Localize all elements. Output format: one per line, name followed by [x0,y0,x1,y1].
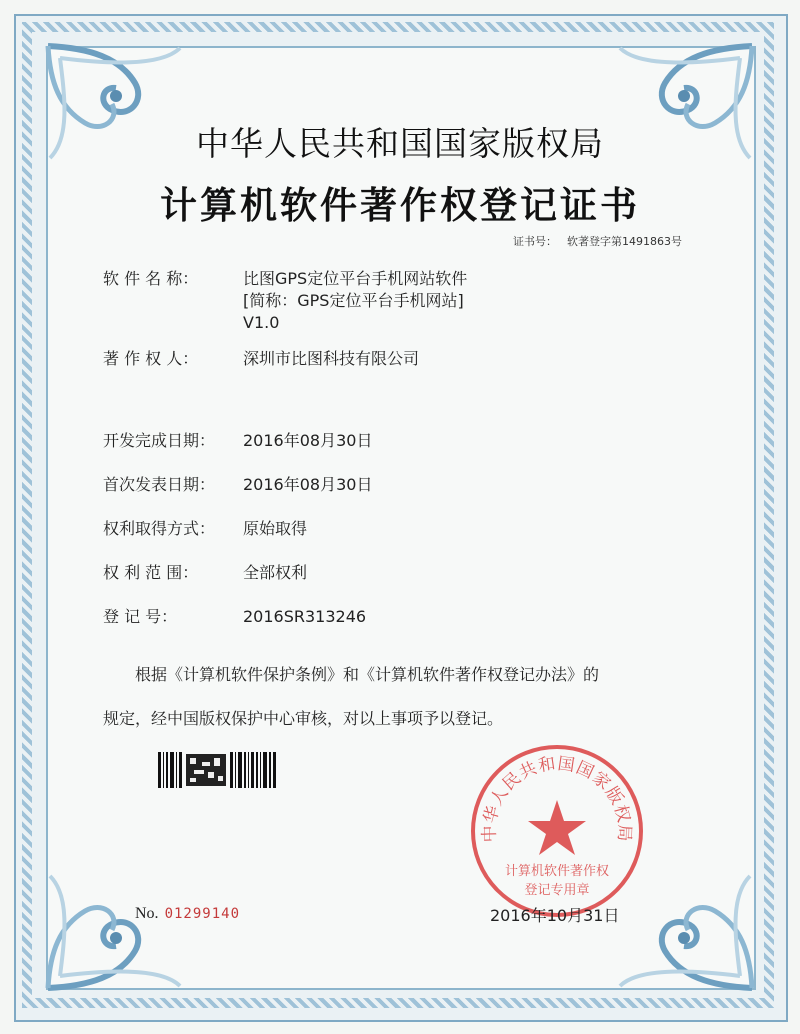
serial-number-value: 01299140 [164,906,240,922]
dev-date-field [103,430,372,452]
owner-value: 深圳市比图科技有限公司 [243,349,420,368]
software-name-label: 软 件 名 称： [103,269,199,288]
pub-date-value: 2016年08月30日 [243,475,373,494]
registration-label: 登 记 号： [103,607,178,626]
pub-date-field [103,474,372,496]
software-name-field [103,268,467,334]
software-short-name: [简称：GPS定位平台手机网站] [243,291,464,310]
seal-line-1: 计算机软件著作权 [504,864,610,879]
dev-date-value: 2016年08月30日 [243,431,373,450]
seal-line-2: 登记专用章 [524,883,590,898]
barcode-icon [158,752,276,788]
body-line-1: 根据《计算机软件保护条例》和《计算机软件著作权登记办法》的 [135,665,600,684]
scope-value: 全部权利 [243,563,308,582]
registration-field [103,606,366,628]
serial-number-label: No. [135,905,159,922]
certificate-number-value: 软著登字第1491863号 [567,235,682,248]
serial-number [135,905,240,923]
registration-value: 2016SR313246 [243,607,367,626]
certificate-title: 计算机软件著作权登记证书 [160,184,640,227]
issuing-authority: 中华人民共和国国家版权局 [196,124,604,163]
acquire-field [103,518,307,540]
scope-field [103,562,307,584]
owner-label: 著 作 权 人： [103,349,199,368]
dev-date-label: 开发完成日期： [103,431,216,450]
official-seal [468,742,646,920]
star-icon [528,800,586,855]
software-version: V1.0 [243,313,280,332]
scope-label: 权 利 范 围： [103,563,199,582]
pub-date-label: 首次发表日期： [103,475,216,494]
software-name-value: 比图GPS定位平台手机网站软件 [243,269,468,288]
corner-ornament-icon [40,866,190,996]
acquire-label: 权利取得方式： [103,519,216,538]
seal-ring-text: 中华人民共和国国家版权局 [479,753,635,843]
certificate-number [503,233,682,249]
owner-field [103,348,419,370]
issue-date: 2016年10月31日 [490,906,620,925]
acquire-value: 原始取得 [243,519,308,538]
body-line-2: 规定，经中国版权保护中心审核，对以上事项予以登记。 [103,709,504,728]
certificate-number-label: 证书号： [513,235,557,248]
